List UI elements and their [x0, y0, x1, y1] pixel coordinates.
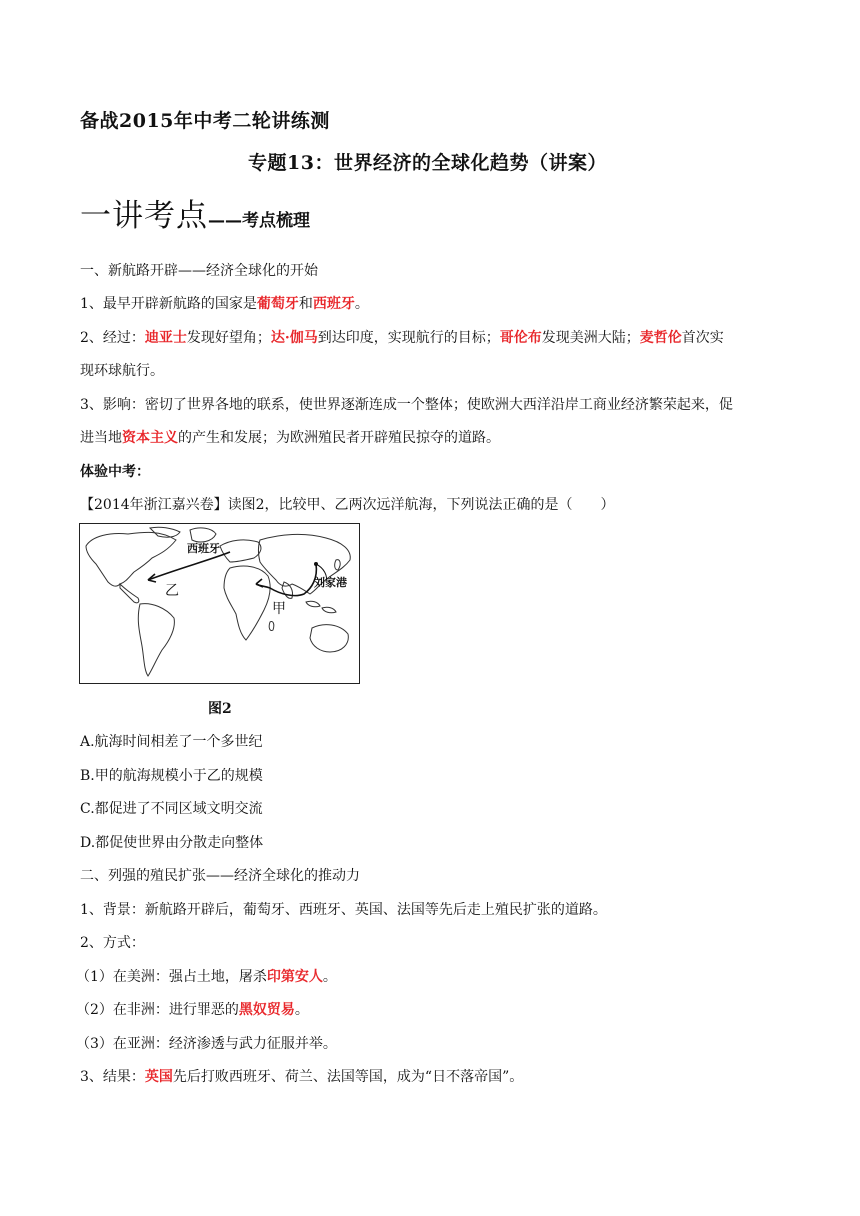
- text: 进当地: [80, 430, 122, 446]
- option-d: D.都促使世界由分散走向整体: [80, 835, 264, 851]
- option-c: C.都促进了不同区域文明交流: [80, 801, 263, 817]
- highlight-capitalism: 资本主义: [122, 430, 178, 446]
- highlight-da-gama: 达·伽马: [270, 330, 318, 346]
- option-b: B.甲的航海规模小于乙的规模: [80, 768, 263, 784]
- text: 到达印度，实现航行的目标；: [317, 330, 500, 346]
- part2-point1: 1、背景：新航路开辟后，葡萄牙、西班牙、英国、法国等先后走上殖民扩张的道路。: [80, 902, 607, 918]
- part1-point2: [80, 329, 724, 347]
- map-label-yi: 乙: [165, 583, 179, 599]
- text: 1、最早开辟新航路的国家是: [80, 296, 257, 312]
- highlight-slave-trade: 黑奴贸易: [238, 1002, 295, 1018]
- highlight-indians: 印第安人: [266, 969, 323, 985]
- part2-point2: 2、方式：: [80, 935, 145, 951]
- text: 和: [298, 296, 313, 312]
- part1-point3-cont: [80, 429, 500, 447]
- highlight-spain: 西班牙: [312, 296, 355, 312]
- map-label-liujiagang: 刘家港: [314, 576, 347, 589]
- section-heading: [80, 190, 310, 235]
- highlight-magellan: 麦哲伦: [639, 330, 682, 346]
- text: 。: [354, 296, 369, 312]
- exam-heading: 体验中考：: [80, 464, 150, 480]
- document-subtitle: 专题13：世界经济的全球化趋势（讲案）: [248, 152, 607, 174]
- highlight-portugal: 葡萄牙: [256, 296, 299, 312]
- option-a: A.航海时间相差了一个多世纪: [80, 734, 263, 750]
- part2-point2a: [76, 968, 337, 986]
- section-main-title: 一讲考点: [80, 198, 208, 234]
- highlight-britain: 英国: [144, 1069, 173, 1085]
- text: 首次实: [681, 330, 724, 346]
- part2-heading: 二、列强的殖民扩张——经济全球化的推动力: [80, 868, 360, 884]
- text: 。: [294, 1002, 309, 1018]
- text: 3、结果：: [80, 1069, 145, 1085]
- exam-question: 【2014年浙江嘉兴卷】读图2，比较甲、乙两次远洋航海，下列说法正确的是（ ）: [80, 497, 615, 513]
- part2-point3: [80, 1068, 523, 1086]
- part1-point2-cont: 现环球航行。: [80, 363, 164, 379]
- document-title: 备战2015年中考二轮讲练测: [80, 110, 330, 132]
- highlight-columbus: 哥伦布: [499, 330, 542, 346]
- part1-heading: 一、新航路开辟——经济全球化的开始: [80, 263, 318, 279]
- text: 2、经过：: [80, 330, 145, 346]
- part2-point2c: （3）在亚洲：经济渗透与武力征服并举。: [76, 1036, 337, 1052]
- map-label-jia: 甲: [272, 601, 286, 617]
- text: 发现美洲大陆；: [541, 330, 640, 346]
- text: 。: [322, 969, 337, 985]
- text: 先后打败西班牙、荷兰、法国等国，成为“日不落帝国”。: [172, 1069, 524, 1085]
- text: 发现好望角；: [186, 330, 271, 346]
- part1-point1: [80, 295, 369, 313]
- figure-caption: 图2: [208, 701, 232, 717]
- part2-point2b: [76, 1001, 309, 1019]
- text: （1）在美洲：强占土地，屠杀: [76, 969, 267, 985]
- world-map-figure: [79, 523, 360, 684]
- map-label-spain: 西班牙: [187, 542, 220, 555]
- part1-point3: 3、影响：密切了世界各地的联系，使世界逐渐连成一个整体；使欧洲大西洋沿岸工商业经济繁荣起来，促: [80, 397, 733, 413]
- highlight-dias: 迪亚士: [144, 330, 187, 346]
- text: 的产生和发展；为欧洲殖民者开辟殖民掠夺的道路。: [178, 430, 500, 446]
- section-sub-title: ——考点梳理: [208, 211, 310, 231]
- text: （2）在非洲：进行罪恶的: [76, 1002, 239, 1018]
